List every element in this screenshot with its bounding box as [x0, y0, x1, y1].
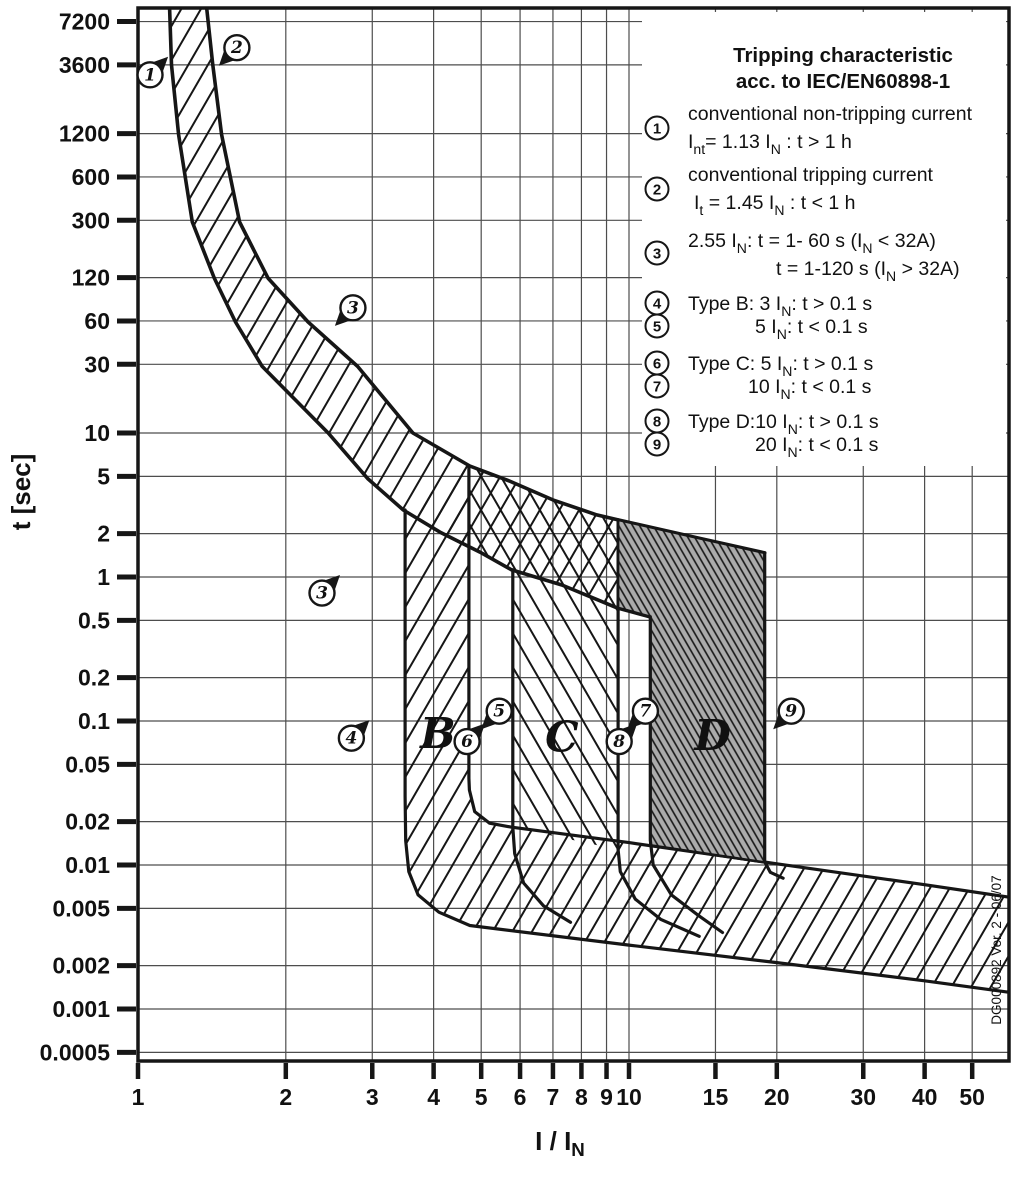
y-tick-label: 3600: [58, 51, 110, 78]
circled-number-text: 3: [652, 245, 662, 263]
y-tick-label: 2: [97, 520, 110, 547]
circled-number-text: 1: [652, 120, 662, 138]
y-tick-label: 5: [97, 463, 110, 490]
y-tick-label: 1: [97, 564, 110, 590]
x-tick-label: 5: [474, 1084, 488, 1110]
x-tick-label: 3: [365, 1084, 379, 1110]
text-label: I / $I_N$: [535, 1126, 585, 1160]
text-label: conventional non-tripping current: [688, 103, 973, 125]
x-tick-label: 9: [600, 1084, 613, 1110]
circled-number-text: 2: [652, 181, 662, 199]
text-label: 2.55 $I_N$: t = 1- 60 s $(I_N < 32A)$: [688, 230, 936, 256]
text-label: 20 $I_N$: t < 0.1 s: [755, 434, 879, 460]
x-tick-label: 50: [959, 1084, 985, 1110]
x-tick-label: 7: [546, 1084, 560, 1110]
circled-number-text: 7: [639, 701, 652, 722]
legend: [642, 12, 1006, 466]
circled-number-text: 8: [613, 732, 626, 753]
text-label: 10 $I_N$: t < 0.1 s: [748, 376, 872, 402]
y-tick-label: 0.005: [52, 895, 110, 922]
x-tick-label: 4: [427, 1084, 441, 1110]
region-letter-c: C: [545, 712, 579, 762]
circled-number-text: 1: [144, 65, 156, 86]
region-letter-b: B: [420, 708, 456, 758]
y-tick-label: 0.05: [65, 751, 110, 778]
y-axis-title: t [sec]: [6, 453, 36, 531]
text-label: $I_t = 1.45$ $I_N$ : t < 1 h: [694, 192, 856, 218]
x-tick-label: 2: [279, 1084, 293, 1110]
y-tick-label: 0.5: [78, 607, 110, 634]
circled-number-text: 9: [785, 701, 798, 722]
document-version-watermark: DG000892 Ver. 2 - 06/07: [989, 875, 1004, 1025]
text-label: $I_{nt}= 1.13$ $I_N$ : t > 1 h: [688, 131, 852, 157]
circled-number-text: 2: [230, 38, 243, 59]
y-tick-label: 0.1: [78, 708, 110, 734]
circled-number-text: 5: [493, 701, 506, 722]
x-tick-label: 20: [764, 1084, 790, 1110]
circled-number-text: 6: [461, 732, 474, 753]
y-tick-label: 30: [84, 351, 110, 378]
y-tick-label: 300: [71, 207, 110, 234]
circled-number-text: 9: [652, 436, 662, 454]
y-tick-label: 600: [71, 163, 110, 190]
circled-number-text: 5: [652, 318, 662, 336]
y-tick-label: 0.01: [65, 852, 110, 878]
circled-number-text: 4: [345, 728, 358, 749]
y-tick-label: 0.02: [65, 808, 110, 835]
y-tick-label: 0.2: [78, 664, 110, 691]
x-tick-label: 10: [616, 1084, 642, 1110]
y-tick-label: 120: [71, 264, 110, 291]
circled-number-text: 7: [652, 378, 662, 396]
text-label: Type D:10 $I_N$: t > 0.1 s: [688, 411, 879, 437]
y-tick-label: 0.0005: [39, 1039, 110, 1066]
x-tick-label: 6: [513, 1084, 527, 1110]
y-tick-label: 1200: [58, 120, 110, 147]
y-tick-label: 0.001: [52, 996, 110, 1022]
y-tick-label: 0.002: [52, 952, 110, 979]
circled-number-text: 8: [652, 413, 662, 431]
x-tick-label: 1: [131, 1084, 145, 1110]
text-label: acc. to IEC/EN60898-1: [735, 70, 951, 93]
circled-number-text: 3: [347, 298, 359, 319]
circled-number-text: 4: [652, 295, 662, 313]
circled-number-text: 3: [316, 583, 328, 604]
text-label: Type C: 5 $I_N$: t > 0.1 s: [688, 353, 874, 379]
y-tick-label: 7200: [58, 8, 110, 35]
x-tick-label: 30: [850, 1084, 877, 1110]
x-tick-label: 15: [702, 1084, 729, 1110]
text-label: Tripping characteristic: [733, 44, 953, 67]
text-label: conventional tripping current: [688, 164, 933, 186]
y-tick-label: 10: [84, 420, 110, 446]
text-label: Type B: 3 $I_N$: t > 0.1 s: [688, 293, 873, 319]
y-tick-label: 60: [84, 307, 110, 334]
region-letter-d: D: [694, 710, 731, 760]
x-tick-label: 40: [911, 1084, 938, 1110]
x-tick-label: 8: [575, 1084, 588, 1110]
circled-number-text: 6: [652, 355, 662, 373]
text-label: t = 1-120 s $(I_N > 32A)$: [776, 258, 960, 284]
text-label: 5 $I_N$: t < 0.1 s: [755, 316, 868, 342]
